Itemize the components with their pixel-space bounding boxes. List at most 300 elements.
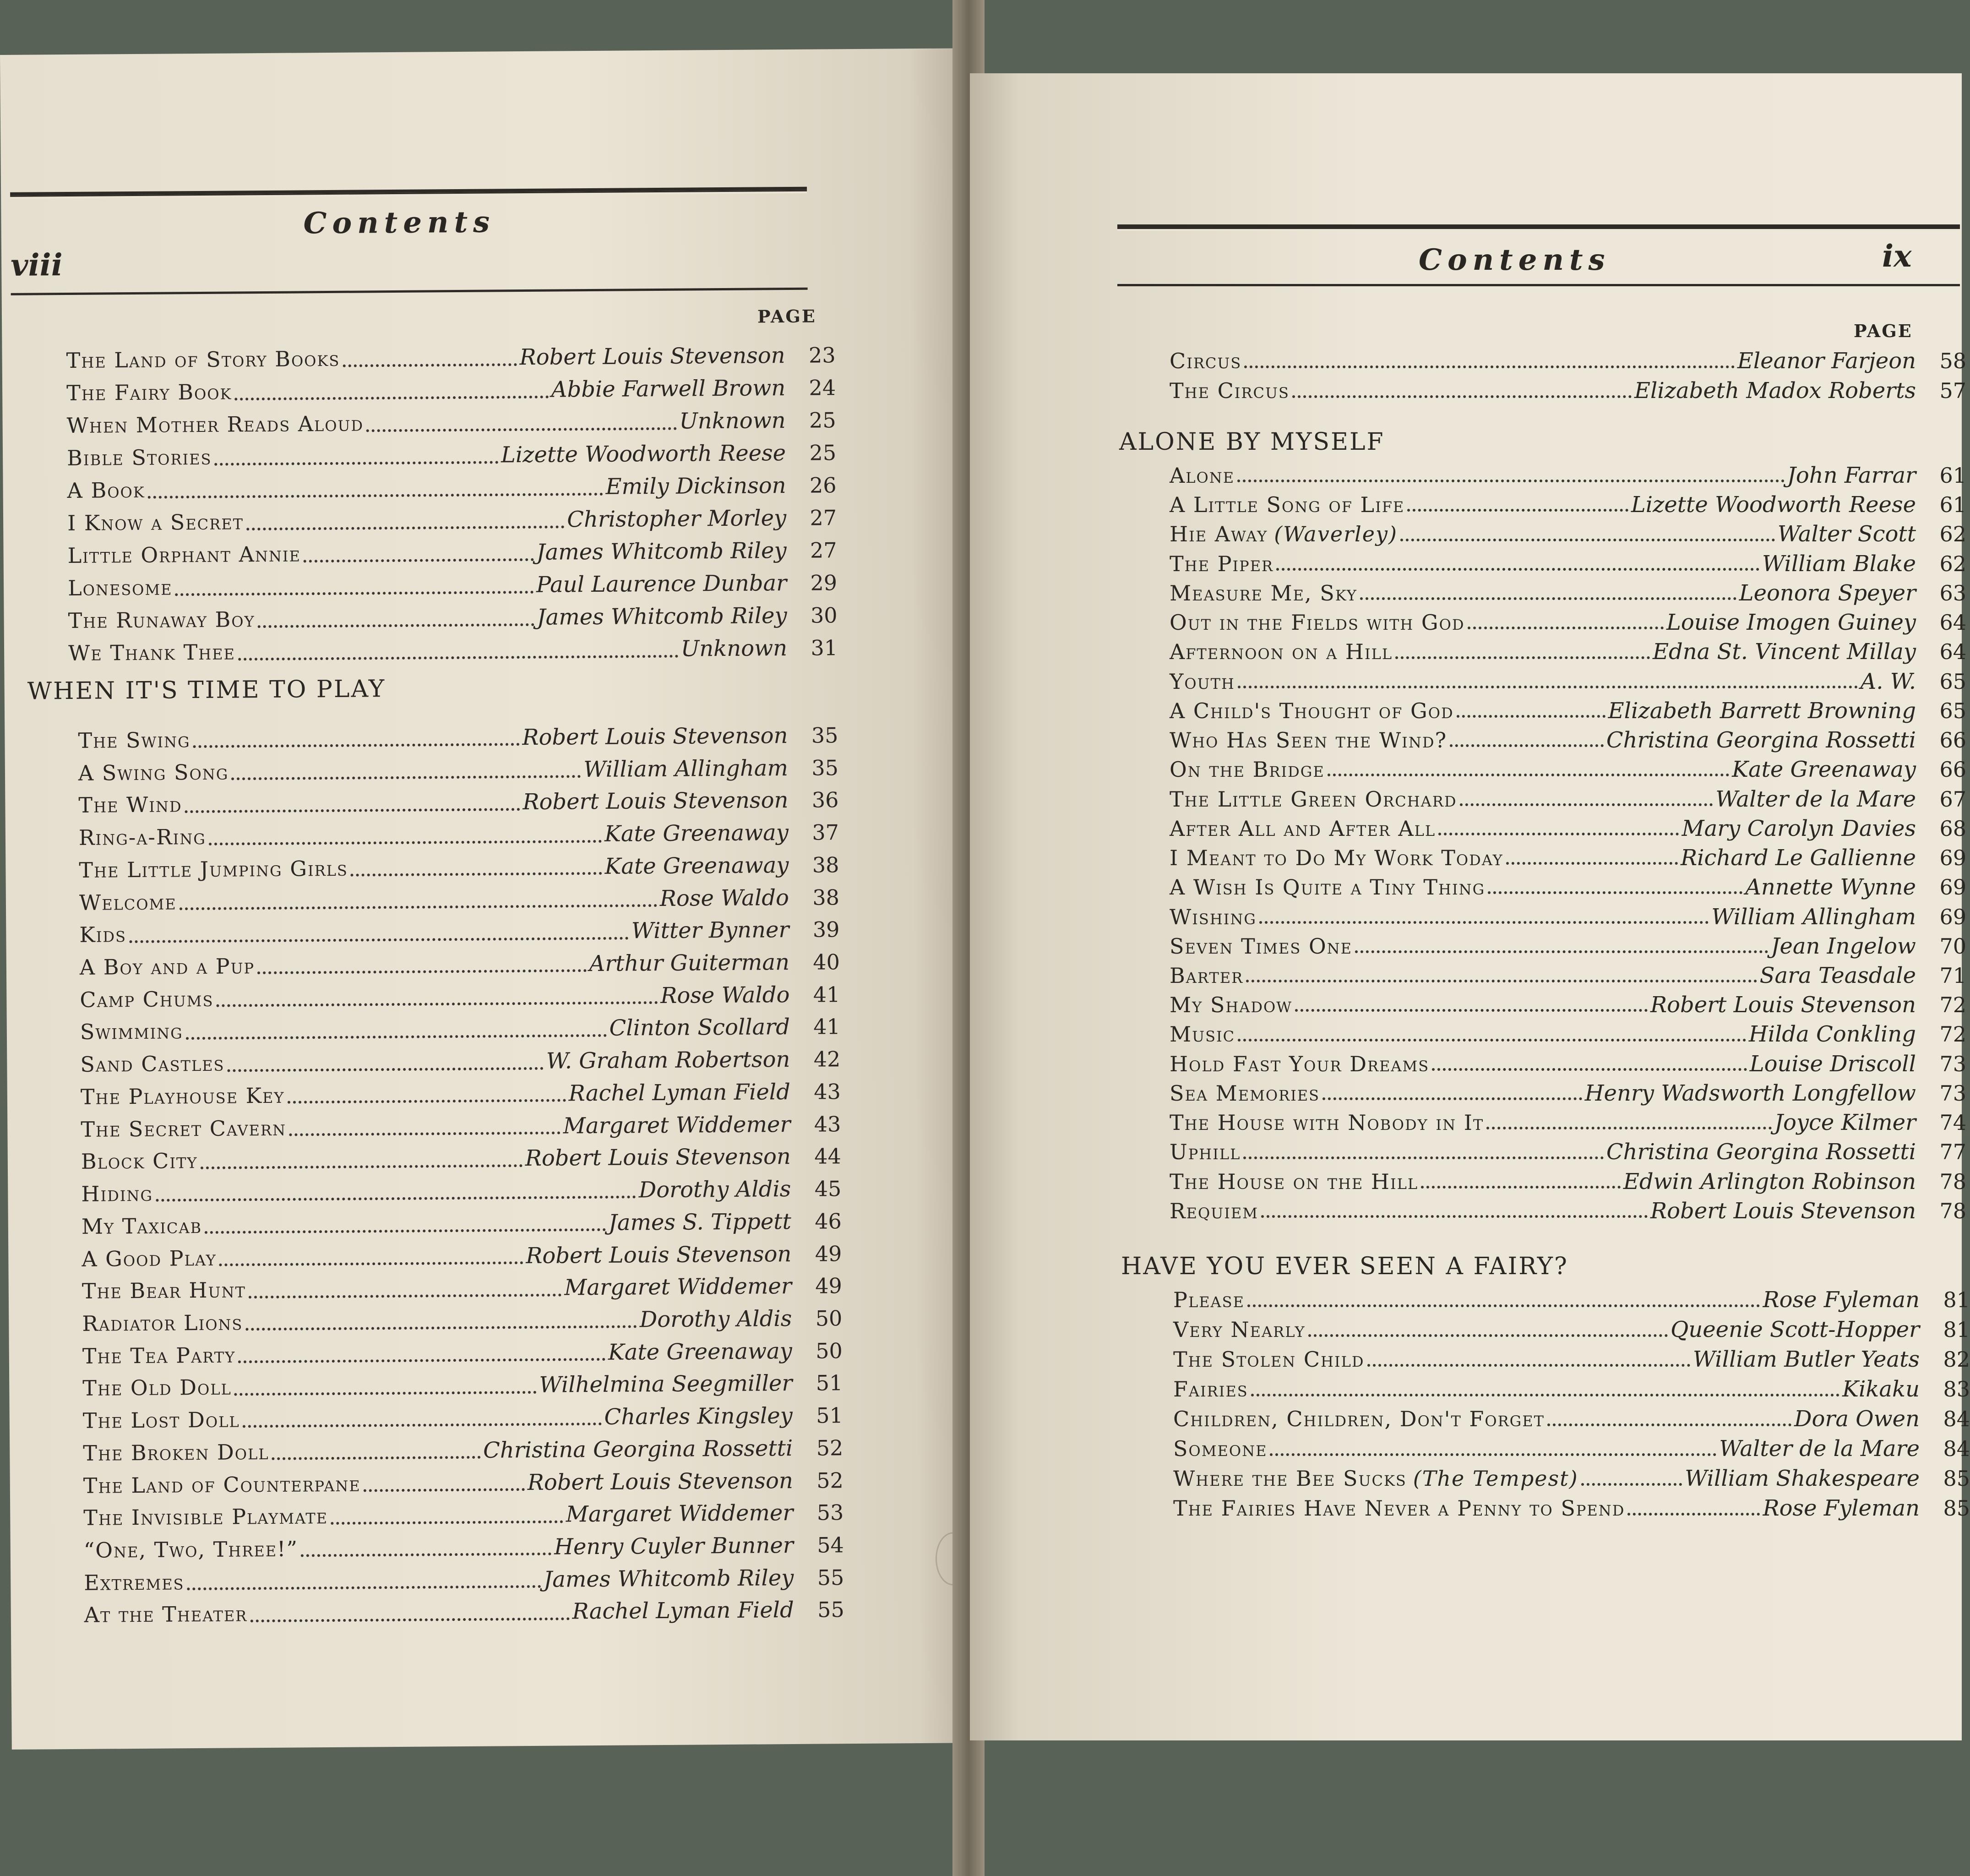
entry-title: The Secret Cavern xyxy=(81,1115,287,1142)
entry-title: Wishing xyxy=(1170,904,1257,929)
entry-author: Rose Fyleman xyxy=(1763,1495,1920,1521)
toc-entry xyxy=(81,1176,841,1213)
dot-leader xyxy=(1407,509,1628,512)
entry-page-number: 85 xyxy=(1943,1496,1970,1521)
entry-author: Paul Laurence Dunbar xyxy=(536,570,787,598)
right-page xyxy=(970,73,1970,1740)
entry-title: Please xyxy=(1173,1287,1245,1312)
toc-entry xyxy=(1170,1021,1966,1051)
entry-page-number: 81 xyxy=(1943,1317,1970,1342)
entry-page-number: 64 xyxy=(1939,610,1966,635)
entry-page-number: 77 xyxy=(1939,1140,1966,1165)
entry-page-number: 37 xyxy=(812,820,839,845)
left-contents-list xyxy=(66,342,838,673)
entry-title: Camp Chums xyxy=(80,986,214,1012)
dot-leader xyxy=(1468,627,1664,629)
entry-page-number: 70 xyxy=(1939,933,1966,959)
dot-leader xyxy=(231,775,581,780)
entry-author: Walter Scott xyxy=(1777,521,1916,547)
toc-entry xyxy=(1170,786,1966,816)
dot-leader xyxy=(289,1131,561,1136)
entry-title-note: (Waverley) xyxy=(1274,522,1398,547)
toc-entry xyxy=(67,505,837,543)
dot-leader xyxy=(1276,568,1759,571)
entry-page-number: 29 xyxy=(810,570,838,595)
toc-entry xyxy=(67,472,836,510)
toc-entry xyxy=(80,949,840,987)
entry-page-number: 42 xyxy=(813,1047,841,1072)
entry-title: Sand Castles xyxy=(80,1051,225,1077)
entry-title: I Know a Secret xyxy=(67,509,244,535)
dot-leader xyxy=(257,969,587,974)
entry-title: Someone xyxy=(1173,1436,1268,1461)
toc-entry xyxy=(67,537,837,575)
entry-page-number: 64 xyxy=(1939,639,1966,665)
entry-author: Robert Louis Stevenson xyxy=(527,1467,793,1495)
dot-leader xyxy=(1243,1156,1604,1159)
entry-author: Edwin Arlington Robinson xyxy=(1623,1168,1916,1194)
left-bottom-rule xyxy=(11,288,808,295)
dot-leader xyxy=(193,743,520,748)
right-bottom-rule xyxy=(1117,284,1960,286)
toc-entry xyxy=(80,1046,840,1084)
toc-entry xyxy=(79,852,839,889)
dot-leader xyxy=(219,1261,523,1266)
entry-title: The House with Nobody in It xyxy=(1170,1110,1484,1135)
entry-author: Witter Bynner xyxy=(631,917,789,944)
entry-title: Lonesome xyxy=(67,575,173,600)
entry-page-number: 26 xyxy=(809,473,837,498)
toc-entry xyxy=(1170,963,1966,992)
entry-page-number: 35 xyxy=(811,723,838,748)
entry-author: Dora Owen xyxy=(1794,1406,1920,1432)
entry-page-number: 53 xyxy=(816,1500,844,1525)
dot-leader xyxy=(238,654,678,660)
entry-author: Lizette Woodworth Reese xyxy=(501,440,786,468)
entry-title: Swimming xyxy=(80,1019,183,1045)
entry-page-number: 55 xyxy=(817,1565,844,1590)
entry-title: Where the Bee Sucks xyxy=(1173,1466,1407,1491)
right-contents-list xyxy=(1170,348,1966,408)
toc-entry xyxy=(1170,1169,1966,1198)
entry-author: Dorothy Aldis xyxy=(638,1176,791,1203)
entry-author: Rachel Lyman Field xyxy=(572,1597,794,1625)
toc-entry xyxy=(1170,378,1966,408)
entry-page-number: 44 xyxy=(814,1144,842,1169)
entry-page-number: 50 xyxy=(815,1306,843,1331)
entry-title: The Runaway Boy xyxy=(68,607,255,633)
entry-author: William Allingham xyxy=(1711,904,1916,930)
entry-page-number: 65 xyxy=(1939,698,1966,723)
dot-leader xyxy=(238,1358,605,1363)
entry-author: Christina Georgina Rossetti xyxy=(483,1435,793,1463)
entry-title: Uphill xyxy=(1170,1140,1241,1165)
entry-author: Robert Louis Stevenson xyxy=(519,343,785,371)
entry-page-number: 71 xyxy=(1939,963,1966,988)
toc-entry xyxy=(1170,1051,1966,1080)
dot-leader xyxy=(288,1099,566,1104)
toc-entry xyxy=(1170,874,1966,904)
entry-title: Block City xyxy=(81,1148,198,1174)
toc-entry xyxy=(1170,669,1966,698)
dot-leader xyxy=(187,1585,541,1590)
entry-page-number: 83 xyxy=(1943,1377,1970,1402)
entry-author: Annette Wynne xyxy=(1745,874,1916,900)
entry-title: The Piper xyxy=(1170,551,1274,576)
entry-page-number: 72 xyxy=(1939,993,1966,1018)
entry-title: The Wind xyxy=(78,792,182,818)
toc-entry xyxy=(1170,521,1966,551)
left-page-label: PAGE xyxy=(757,305,816,327)
entry-author: Unknown xyxy=(679,408,786,434)
entry-author: Queenie Scott-Hopper xyxy=(1670,1317,1920,1342)
toc-entry xyxy=(68,602,837,640)
dot-leader xyxy=(249,1293,561,1298)
entry-page-number: 66 xyxy=(1939,728,1966,753)
entry-title: The Little Jumping Girls xyxy=(79,856,348,883)
entry-page-number: 41 xyxy=(813,1014,841,1040)
toc-entry xyxy=(81,1079,841,1116)
entry-author: Margaret Widdemer xyxy=(563,1111,791,1139)
entry-title: Barter xyxy=(1170,963,1244,988)
entry-author: Kate Greenaway xyxy=(604,852,789,879)
toc-entry xyxy=(83,1402,843,1440)
entry-author: Walter de la Mare xyxy=(1715,786,1916,812)
entry-page-number: 45 xyxy=(814,1176,842,1201)
entry-page-number: 73 xyxy=(1939,1080,1966,1106)
entry-author: Elizabeth Madox Roberts xyxy=(1634,378,1916,404)
entry-author: Louise Driscoll xyxy=(1749,1051,1916,1077)
entry-author: Dorothy Aldis xyxy=(639,1305,792,1333)
entry-page-number: 30 xyxy=(810,603,838,628)
toc-entry xyxy=(1173,1376,1970,1406)
entry-title: A Book xyxy=(67,477,145,503)
entry-page-number: 43 xyxy=(814,1079,841,1104)
toc-entry xyxy=(78,722,838,760)
entry-title: A Good Play xyxy=(82,1245,217,1271)
entry-page-number: 51 xyxy=(816,1370,843,1396)
entry-author: Rose Fyleman xyxy=(1763,1287,1920,1313)
entry-page-number: 61 xyxy=(1939,463,1966,488)
entry-title: At the Theater xyxy=(84,1601,248,1628)
entry-author: Leonora Speyer xyxy=(1739,580,1916,606)
dot-leader xyxy=(1244,365,1735,368)
toc-entry xyxy=(1173,1466,1970,1495)
entry-title: The Fairies Have Never a Penny to Spend xyxy=(1173,1496,1625,1521)
entry-author: Rachel Lyman Field xyxy=(568,1079,791,1107)
entry-author: Henry Cuyler Bunner xyxy=(554,1532,794,1560)
entry-page-number: 51 xyxy=(816,1403,843,1428)
toc-entry xyxy=(1170,463,1966,492)
dot-leader xyxy=(1395,656,1650,659)
entry-page-number: 23 xyxy=(808,343,836,368)
entry-page-number: 84 xyxy=(1943,1407,1970,1431)
dot-leader xyxy=(364,1488,525,1492)
dot-leader xyxy=(343,363,517,367)
entry-title: Ring-a-Ring xyxy=(78,824,206,850)
dot-leader xyxy=(201,1164,522,1169)
dot-leader xyxy=(1460,803,1713,806)
entry-page-number: 39 xyxy=(812,917,840,942)
entry-title: The Playhouse Key xyxy=(80,1083,285,1109)
dot-leader xyxy=(1295,1009,1648,1012)
right-top-rule xyxy=(1117,224,1960,229)
dot-leader xyxy=(304,558,534,562)
dot-leader xyxy=(301,1553,551,1557)
entry-page-number: 82 xyxy=(1943,1347,1970,1372)
entry-title: Alone xyxy=(1170,463,1235,488)
entry-page-number: 31 xyxy=(811,635,838,660)
dot-leader xyxy=(1627,1513,1760,1516)
entry-page-number: 52 xyxy=(816,1435,844,1461)
toc-entry xyxy=(1170,992,1966,1021)
dot-leader xyxy=(1486,1127,1772,1129)
entry-author: Kate Greenaway xyxy=(1732,757,1916,783)
entry-author: William Allingham xyxy=(583,755,789,782)
entry-title: When Mother Reads Aloud xyxy=(66,411,364,438)
dot-leader xyxy=(1259,921,1709,924)
left-section-heading: WHEN IT'S TIME TO PLAY xyxy=(27,675,386,705)
right-section1-heading: ALONE BY MYSELF xyxy=(1119,428,1385,456)
entry-page-number: 54 xyxy=(817,1532,844,1558)
dot-leader xyxy=(351,872,602,877)
entry-title: Music xyxy=(1170,1022,1235,1047)
entry-page-number: 69 xyxy=(1939,904,1966,929)
entry-title: “One, Two, Three!” xyxy=(83,1536,299,1563)
toc-entry xyxy=(83,1500,844,1537)
entry-author: Edna St. Vincent Millay xyxy=(1652,639,1916,665)
dot-leader xyxy=(186,1034,607,1040)
dot-leader xyxy=(234,1391,537,1396)
toc-entry xyxy=(81,1111,841,1149)
toc-entry xyxy=(1170,580,1966,610)
toc-entry xyxy=(84,1565,844,1602)
entry-title: Seven Times One xyxy=(1170,933,1353,959)
toc-entry xyxy=(1173,1347,1970,1376)
entry-author: Rose Waldo xyxy=(660,982,790,1009)
entry-page-number: 62 xyxy=(1939,522,1966,547)
entry-author: Louise Imogen Guiney xyxy=(1666,610,1916,636)
dot-leader xyxy=(1238,1039,1746,1042)
entry-author: James Whitcomb Riley xyxy=(543,1565,794,1592)
dot-leader xyxy=(246,525,564,530)
entry-page-number: 55 xyxy=(817,1597,844,1623)
entry-author: Margaret Widdemer xyxy=(564,1273,792,1301)
toc-entry xyxy=(78,787,838,825)
entry-page-number: 74 xyxy=(1939,1110,1966,1135)
dot-leader xyxy=(1488,891,1742,894)
entry-title: The House on the Hill xyxy=(1170,1169,1419,1194)
dot-leader xyxy=(209,840,602,845)
entry-author: Sara Teasdale xyxy=(1759,962,1916,988)
entry-title: The Land of Counterpane xyxy=(83,1471,361,1498)
entry-title: Afternoon on a Hill xyxy=(1170,639,1393,665)
dot-leader xyxy=(1322,1097,1582,1100)
right-folio: ix xyxy=(1882,238,1912,274)
dot-leader xyxy=(1237,480,1785,482)
entry-page-number: 57 xyxy=(1939,378,1966,403)
entry-author: Robert Louis Stevenson xyxy=(526,1241,792,1269)
dot-leader xyxy=(1251,1394,1839,1396)
entry-title: Bible Stories xyxy=(66,444,212,471)
left-top-rule xyxy=(10,187,807,197)
entry-author: Robert Louis Stevenson xyxy=(525,1144,791,1172)
toc-entry xyxy=(1170,492,1966,521)
entry-author: Clinton Scollard xyxy=(609,1014,790,1042)
toc-entry xyxy=(80,1014,840,1052)
entry-title: Youth xyxy=(1170,669,1235,694)
dot-leader xyxy=(129,937,629,943)
entry-page-number: 84 xyxy=(1943,1436,1970,1461)
entry-author: Charles Kingsley xyxy=(604,1403,793,1430)
entry-title: The Circus xyxy=(1170,378,1290,403)
toc-entry xyxy=(82,1273,842,1310)
toc-entry xyxy=(1173,1495,1970,1525)
entry-author: Hilda Conkling xyxy=(1748,1021,1916,1047)
right-running-title: Contents xyxy=(1419,243,1611,277)
toc-entry xyxy=(1170,757,1966,786)
entry-title: The Swing xyxy=(78,727,190,753)
left-folio: viii xyxy=(10,247,63,283)
toc-entry xyxy=(67,440,836,478)
entry-author: W. Graham Robertson xyxy=(546,1047,790,1074)
entry-title: Hold Fast Your Dreams xyxy=(1170,1051,1430,1076)
entry-page-number: 46 xyxy=(815,1209,842,1234)
entry-title: The Fairy Book xyxy=(66,379,232,406)
toc-entry xyxy=(1170,551,1966,580)
entry-page-number: 78 xyxy=(1939,1198,1966,1223)
dot-leader xyxy=(1261,1215,1648,1218)
left-section-list xyxy=(78,722,844,1635)
entry-author: Eleanor Farjeon xyxy=(1737,348,1916,374)
entry-author: Christina Georgina Rossetti xyxy=(1606,1139,1916,1165)
entry-author: William Shakespeare xyxy=(1685,1466,1920,1491)
right-page-label: PAGE xyxy=(1854,321,1913,341)
toc-entry xyxy=(1170,1198,1966,1227)
entry-title: The Tea Party xyxy=(82,1342,236,1369)
entry-title: The Bear Hunt xyxy=(82,1277,246,1304)
toc-entry xyxy=(66,375,836,413)
entry-title: The Lost Doll xyxy=(82,1407,240,1433)
entry-author: Jean Ingelow xyxy=(1771,933,1916,959)
entry-author: Robert Louis Stevenson xyxy=(1650,992,1916,1018)
entry-title: Kids xyxy=(79,922,127,948)
entry-author: Arthur Guiterman xyxy=(589,949,790,977)
entry-page-number: 66 xyxy=(1939,757,1966,782)
entry-page-number: 67 xyxy=(1939,786,1966,812)
entry-author: Richard Le Gallienne xyxy=(1680,845,1916,871)
toc-entry xyxy=(1170,639,1966,668)
toc-entry xyxy=(1170,816,1966,845)
entry-page-number: 69 xyxy=(1939,875,1966,900)
entry-title: Measure Me, Sky xyxy=(1170,580,1357,605)
dot-leader xyxy=(180,904,657,910)
entry-title: A Child's Thought of God xyxy=(1170,698,1454,723)
entry-page-number: 69 xyxy=(1939,845,1966,871)
entry-page-number: 61 xyxy=(1939,492,1966,518)
dot-leader xyxy=(1328,774,1729,776)
entry-title: A Wish Is Quite a Tiny Thing xyxy=(1170,875,1486,900)
toc-entry xyxy=(1170,698,1966,727)
entry-page-number: 43 xyxy=(814,1111,841,1137)
dot-leader xyxy=(272,1456,481,1460)
dot-leader xyxy=(245,1325,637,1331)
entry-author: Christopher Morley xyxy=(567,505,787,533)
toc-entry xyxy=(66,407,836,445)
entry-page-number: 38 xyxy=(812,884,840,910)
entry-page-number: 36 xyxy=(811,787,839,813)
entry-page-number: 81 xyxy=(1943,1287,1970,1312)
dot-leader xyxy=(1432,1068,1747,1071)
entry-title: Who Has Seen the Wind? xyxy=(1170,728,1448,753)
entry-title: Welcome xyxy=(79,889,177,915)
entry-title: Hiding xyxy=(81,1181,153,1206)
toc-entry xyxy=(1170,933,1966,963)
toc-entry xyxy=(79,884,839,922)
dot-leader xyxy=(216,1001,658,1007)
dot-leader xyxy=(250,1617,569,1622)
dot-leader xyxy=(227,1067,543,1072)
toc-entry xyxy=(1173,1287,1970,1317)
entry-author: Walter de la Mare xyxy=(1719,1436,1920,1462)
entry-page-number: 62 xyxy=(1939,551,1966,576)
entry-author: Lizette Woodworth Reese xyxy=(1631,492,1916,518)
dot-leader xyxy=(1547,1423,1791,1426)
entry-author: Kate Greenaway xyxy=(608,1338,792,1365)
dot-leader xyxy=(1506,862,1678,865)
entry-title: The Old Doll xyxy=(82,1374,232,1401)
toc-entry xyxy=(1170,727,1966,757)
entry-page-number: 49 xyxy=(815,1273,842,1298)
toc-entry xyxy=(1173,1406,1970,1436)
dot-leader xyxy=(1400,539,1775,541)
entry-page-number: 27 xyxy=(810,538,837,563)
entry-author: Rose Waldo xyxy=(659,884,789,911)
dot-leader xyxy=(235,395,549,400)
dot-leader xyxy=(1270,1453,1716,1456)
dot-leader xyxy=(1308,1334,1668,1337)
entry-title: My Shadow xyxy=(1170,993,1293,1018)
right-section2-list xyxy=(1173,1287,1970,1525)
dot-leader xyxy=(1457,715,1605,718)
entry-title: A Boy and a Pup xyxy=(79,954,255,980)
entry-title: Circus xyxy=(1170,349,1242,373)
entry-author: Robert Louis Stevenson xyxy=(1650,1198,1916,1224)
right-section1-list xyxy=(1170,463,1966,1227)
toc-entry xyxy=(79,819,839,857)
entry-title: Radiator Lions xyxy=(82,1310,243,1336)
toc-entry xyxy=(1170,1110,1966,1139)
entry-author: James S. Tippett xyxy=(608,1208,792,1236)
entry-title: Requiem xyxy=(1170,1198,1258,1223)
dot-leader xyxy=(1450,744,1604,747)
entry-title: Fairies xyxy=(1173,1377,1248,1402)
dot-leader xyxy=(1238,686,1858,688)
entry-title: The Broken Doll xyxy=(83,1439,269,1466)
dot-leader xyxy=(148,492,603,498)
toc-entry xyxy=(82,1338,843,1375)
dot-leader xyxy=(1246,980,1757,982)
entry-author: Joyce Kilmer xyxy=(1774,1110,1916,1136)
dot-leader xyxy=(331,1520,563,1525)
entry-page-number: 38 xyxy=(812,852,839,878)
entry-title: Out in the Fields with God xyxy=(1170,610,1465,635)
toc-entry xyxy=(84,1532,844,1570)
entry-page-number: 50 xyxy=(816,1338,843,1363)
entry-page-number: 85 xyxy=(1943,1466,1970,1491)
toc-entry xyxy=(1170,904,1966,933)
entry-author: James Whitcomb Riley xyxy=(537,603,787,630)
